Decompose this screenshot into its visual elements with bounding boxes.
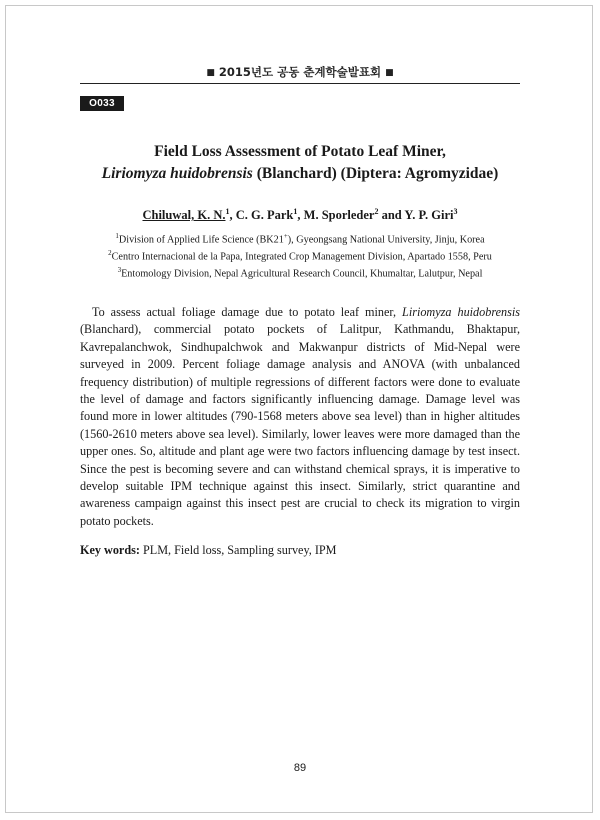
- affiliation-list: [60, 230, 540, 281]
- author-affil-mark: 1: [225, 207, 230, 216]
- affiliation-3: [60, 264, 540, 281]
- author-affil-mark: 1: [293, 207, 298, 216]
- author-affil-mark: 2: [374, 207, 379, 216]
- author-name: C. G. Park: [235, 208, 294, 223]
- author-list: [60, 207, 540, 223]
- running-header: [0, 64, 600, 80]
- author-separator: ,: [297, 208, 304, 223]
- paper-title: [60, 141, 540, 185]
- page-number: 89: [293, 762, 307, 774]
- keywords: [80, 543, 520, 558]
- abstract-text-1: To assess actual foliage damage due to potato leaf miner,: [92, 305, 403, 319]
- affiliation-mark: 2: [108, 248, 112, 257]
- author-name: M. Sporleder: [303, 208, 375, 223]
- title-line-1: Field Loss Assessment of Potato Leaf Miner,: [154, 143, 446, 160]
- paper-code-badge: O033: [80, 96, 124, 111]
- abstract-text-2: (Blanchard), commercial potato pockets of Lalitpur, Kathmandu, Bhaktapur, Kavrepalanchwok, Sindhupalchwok and Makwanpur districts of Mid-Nepal were surveyed in 2009. Percent foliage damage analysis and ANOVA (with unbalanced frequency distribution) of multiple regressions of different factors were done to evaluate the level of damage and factors significantly influencing damage. Damage level was found more in lower altitudes (790-1568 meters above sea level) than in higher altitudes (1560-2610 meters above sea level). Similarly, lower leaves were more damaged than the upper ones. So, altitude and plant age were two factors influencing damage by test insect. Since the pest is becoming severe and can withstand chemical sprays, it is imperative to develop suitable IPM technique against this insect. Similarly, strict quarantine and awareness campaign against this insect pest are crucial to check its migration to virgin potato pockets.: [80, 322, 520, 528]
- abstract-species: Liriomyza huidobrensis: [402, 305, 520, 319]
- affiliation-1: [60, 230, 540, 247]
- affiliation-2: [60, 247, 540, 264]
- header-text: 2015년도 공동 춘계학술발표회: [218, 65, 382, 79]
- affiliation-text: Centro Internacional de la Papa, Integrated Crop Management Division, Apartado 1558, Peru: [111, 251, 492, 263]
- title-species: Liriomyza huidobrensis: [101, 165, 253, 182]
- affiliation-text: Division of Applied Life Science (BK21: [118, 234, 284, 246]
- author-separator: and: [378, 208, 405, 223]
- affiliation-mark: 3: [117, 265, 122, 274]
- affiliation-mark: 1: [115, 232, 119, 240]
- header-rule: [80, 83, 520, 84]
- author-affil-mark: 3: [453, 207, 458, 216]
- header-bullet-left: ■: [206, 68, 215, 78]
- header-bullet-right: ■: [385, 68, 394, 78]
- author-name: Y. P. Giri: [404, 208, 454, 223]
- affiliation-text: ), Gyeongsang National University, Jinju, Korea: [287, 234, 485, 246]
- keywords-label: Key words:: [80, 543, 140, 557]
- affiliation-inner-mark: +: [283, 232, 288, 240]
- author-separator: ,: [229, 208, 236, 223]
- keywords-value: PLM, Field loss, Sampling survey, IPM: [139, 543, 337, 557]
- affiliation-text: Entomology Division, Nepal Agricultural Research Council, Khumaltar, Lalutpur, Nepal: [121, 268, 483, 280]
- title-line-2-rest: (Blanchard) (Diptera: Agromyzidae): [252, 165, 499, 182]
- abstract-paragraph: [80, 304, 520, 530]
- author-name: Chiluwal, K. N.: [142, 208, 226, 223]
